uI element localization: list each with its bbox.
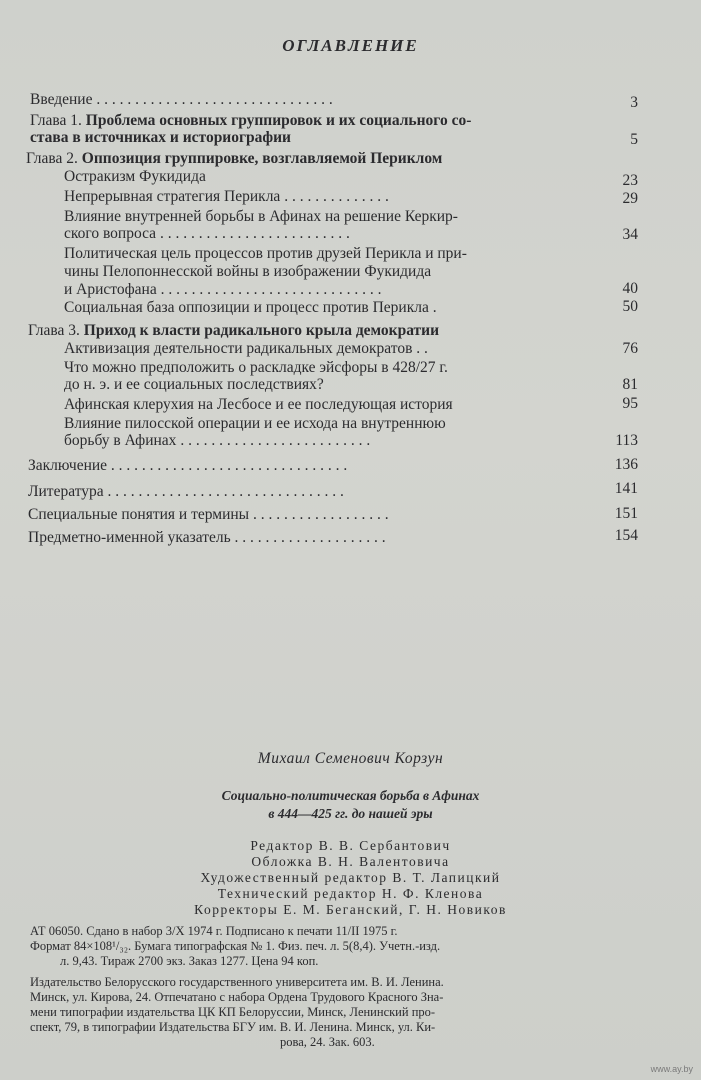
toc-page: 3 bbox=[630, 94, 638, 111]
toc-entry-conclusion: Заключение . . . . . . . . . . . . . . . . . . . . . . . . . . . . . . . bbox=[28, 457, 348, 474]
toc-entry-cont: чины Пелопоннесской войны в изображении Фукидида bbox=[64, 263, 432, 280]
toc-entry-cont: ского вопроса . . . . . . . . . . . . . . . . . . . . . . . . . bbox=[64, 225, 350, 242]
toc-title: ОГЛАВЛЕНИЕ bbox=[282, 36, 419, 55]
toc-page: 34 bbox=[622, 226, 638, 243]
toc-page: 141 bbox=[614, 480, 638, 497]
toc-entry: Социальная база оппозиции и процесс против Перикла . bbox=[64, 299, 437, 316]
toc-entry: Политическая цель процессов против друзей Перикла и при- bbox=[64, 245, 467, 262]
author-name: Михаил Семенович Корзун bbox=[257, 750, 444, 767]
credit-line: Технический редактор Н. Ф. Кленова bbox=[217, 886, 484, 901]
book-title: Социально-политическая борьба в Афинах bbox=[221, 788, 480, 803]
toc-entry-intro: Введение . . . . . . . . . . . . . . . . . . . . . . . . . . . . . . . bbox=[30, 91, 333, 108]
toc-page: 113 bbox=[615, 432, 638, 449]
toc-entry: Афинская клерухия на Лесбосе и ее последующая история bbox=[64, 396, 453, 413]
toc-chapter-2: Глава 2. Оппозиция группировке, возглавляемой Периклом bbox=[26, 150, 443, 167]
toc-chapter-1: Глава 1. Проблема основных группировок и их социального со- bbox=[30, 112, 472, 129]
toc-entry-literature: Литература . . . . . . . . . . . . . . . . . . . . . . . . . . . . . . . bbox=[28, 483, 344, 500]
toc-entry-cont: до н. э. и ее социальных последствиях? bbox=[64, 376, 324, 393]
imprint-line: АТ 06050. Сдано в набор 3/X 1974 г. Подписано к печати 11/II 1975 г. bbox=[30, 924, 398, 938]
toc-entry-index: Предметно-именной указатель . . . . . . . . . . . . . . . . . . . . bbox=[28, 529, 386, 546]
toc-entry: Что можно предположить о раскладке эйсфоры в 428/27 г. bbox=[64, 359, 448, 376]
credit-line: Художественный редактор В. Т. Лапицкий bbox=[200, 870, 501, 885]
toc-entry: Непрерывная стратегия Перикла . . . . . . . . . . . . . . bbox=[64, 188, 389, 205]
toc-entry: Активизация деятельности радикальных демократов . . bbox=[64, 340, 428, 357]
toc-page: 29 bbox=[622, 190, 638, 207]
toc-page: 95 bbox=[622, 395, 638, 412]
credit-line: Корректоры Е. М. Беганский, Г. Н. Новиков bbox=[194, 902, 507, 917]
imprint-line: Формат 84×108¹/₃₂. Бумага типографская № 1. Физ. печ. л. 5(8,4). Учетн.-изд. bbox=[30, 939, 441, 953]
toc-entry-cont: и Аристофана . . . . . . . . . . . . . . . . . . . . . . . . . . . . . bbox=[64, 281, 382, 298]
book-title-cont: в 444—425 гг. до нашей эры bbox=[268, 806, 433, 821]
toc-page: 40 bbox=[622, 280, 638, 297]
toc-page: 5 bbox=[630, 131, 638, 148]
toc-entry-cont: борьбу в Афинах . . . . . . . . . . . . . . . . . . . . . . . . . bbox=[64, 432, 371, 449]
toc-page: 151 bbox=[614, 505, 638, 522]
toc-page: 136 bbox=[614, 456, 638, 473]
toc-page: 76 bbox=[622, 340, 638, 357]
imprint-line: л. 9,43. Тираж 2700 экз. Заказ 1277. Цена 94 коп. bbox=[60, 954, 319, 968]
credit-line: Редактор В. В. Сербантович bbox=[250, 838, 451, 853]
publisher-line: спект, 79, в типографии Издательства БГУ им. В. И. Ленина. Минск, ул. Ки- bbox=[30, 1020, 436, 1034]
toc-entry: Влияние внутренней борьбы в Афинах на решение Керкир- bbox=[64, 208, 458, 225]
toc-page: 50 bbox=[622, 298, 638, 315]
watermark: www.ay.by bbox=[650, 1064, 693, 1074]
credit-line: Обложка В. Н. Валентовича bbox=[251, 854, 450, 869]
toc-page: 23 bbox=[622, 172, 638, 189]
publisher-line: Минск, ул. Кирова, 24. Отпечатано с набора Ордена Трудового Красного Зна- bbox=[30, 990, 444, 1004]
toc-entry-terms: Специальные понятия и термины . . . . . . . . . . . . . . . . . . bbox=[28, 506, 389, 523]
toc-entry: Влияние пилосской операции и ее исхода на внутреннюю bbox=[64, 415, 446, 432]
toc-entry: Остракизм Фукидида bbox=[64, 168, 206, 185]
publisher-line: рова, 24. Зак. 603. bbox=[280, 1035, 375, 1049]
toc-page: 154 bbox=[614, 527, 638, 544]
publisher-line: Издательство Белорусского государственного университета им. В. И. Ленина. bbox=[30, 975, 444, 989]
toc-chapter-3: Глава 3. Приход к власти радикального крыла демократии bbox=[28, 322, 440, 339]
toc-chapter-1-cont: става в источниках и историографии bbox=[30, 129, 291, 146]
publisher-line: мени типографии издательства ЦК КП Белоруссии, Минск, Ленинский про- bbox=[30, 1005, 436, 1019]
toc-page: 81 bbox=[622, 376, 638, 393]
